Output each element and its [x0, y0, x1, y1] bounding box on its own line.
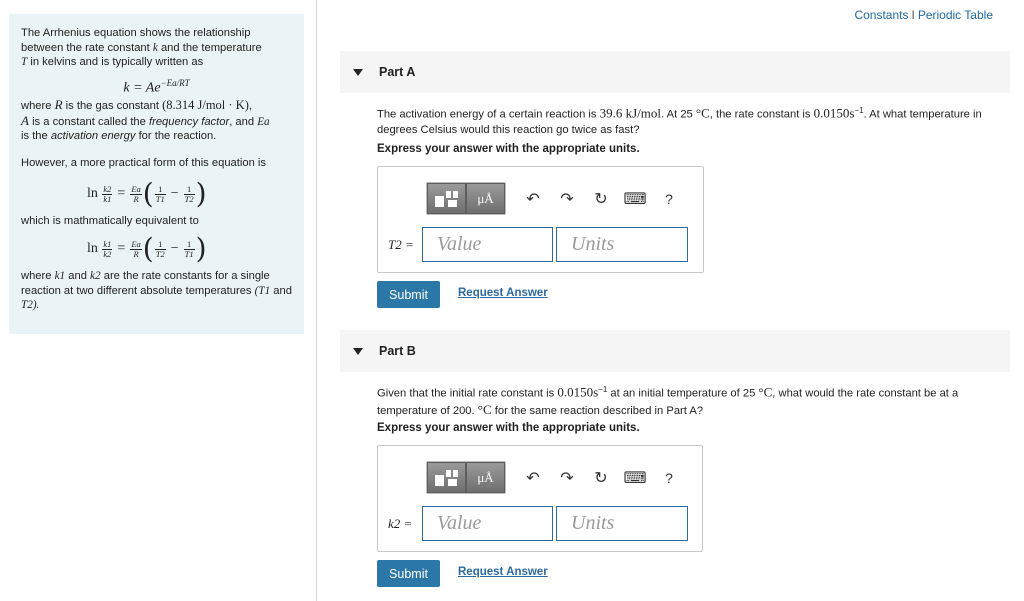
practical-equation: ln $\frac{k2}{k1}$ = $\frac{Ea}{R}$ ( $\frac{1}{T1}$ − $\frac{1}{T2}$ ) [87, 177, 207, 211]
part-b-submit-button[interactable]: Submit [377, 560, 440, 587]
part-a-title: Part A [379, 65, 416, 79]
part-b-value-input[interactable] [422, 506, 553, 541]
however-text: However, a more practical form of this equation is [21, 156, 266, 169]
periodic-table-link[interactable]: Periodic Table [917, 8, 993, 22]
part-b-answer-box [377, 445, 703, 552]
undo-icon[interactable]: ↶ [526, 469, 540, 487]
help-icon[interactable]: ? [665, 469, 673, 486]
part-b-variable-label: k2 = [388, 515, 413, 531]
panel-divider [316, 0, 317, 601]
equivalent-equation: ln $\frac{k1}{k2}$ = $\frac{Ea}{R}$ ( $\frac{1}{T2}$ − $\frac{1}{T1}$ ) [87, 231, 207, 265]
templates-group [426, 182, 506, 215]
constants-link[interactable]: Constants [854, 8, 909, 22]
part-b-title: Part B [379, 344, 416, 358]
redo-icon[interactable]: ↷ [560, 190, 574, 208]
part-a-toolbar [426, 182, 686, 215]
units-symbol-button[interactable]: μÅ [466, 462, 505, 493]
part-b-toolbar [426, 461, 686, 494]
where-text-1: where R is the gas constant (8.314 J/mol · K), A is a constant called the frequency factor, and Ea is the activation energy for the reaction. [21, 97, 270, 143]
part-a-submit-button[interactable]: Submit [377, 281, 440, 308]
units-symbol-button[interactable]: μÅ [466, 183, 505, 214]
part-a-units-input[interactable] [556, 227, 688, 262]
templates-button[interactable] [427, 462, 466, 493]
keyboard-icon[interactable]: ⌨ [623, 469, 647, 487]
where-text-2: where k1 and k2 are the rate constants for a single reaction at two different absolute temperatures (T1 and T2). [21, 270, 292, 312]
template-grid-icon [434, 189, 460, 209]
arrhenius-equation: $k = Ae^{-Ea/RT}$ [123, 77, 190, 96]
part-a-question: The activation energy of a certain reaction is 39.6 kJ/mol. At 25 °C, the rate constant is $0.0150s^{-1}$. At what temperature in degrees Celsius would this reaction go twice as fast? [377, 105, 982, 136]
keyboard-icon[interactable]: ⌨ [623, 190, 647, 208]
part-a-answer-box [377, 166, 704, 273]
part-a-answer-row [388, 227, 688, 262]
part-b-units-input[interactable] [556, 506, 688, 541]
collapse-triangle-icon[interactable] [353, 69, 363, 76]
part-a-request-answer-link[interactable]: Request Answer [458, 287, 548, 299]
part-b-header[interactable] [340, 330, 1010, 372]
part-b-answer-row [388, 506, 688, 541]
part-a-variable-label: T2 = [388, 236, 414, 252]
intro-text: The Arrhenius equation shows the relationship between the rate constant k and the temperature T in kelvins and is typically written as [21, 27, 262, 69]
part-b-question: Given that the initial rate constant is $0.0150s^{-1}$ at an initial temperature of 25 °C, what would the rate constant be at a temperature of 200. °C for the same reaction described in Part A? [377, 384, 959, 417]
top-links [854, 8, 993, 22]
reset-icon[interactable]: ↻ [594, 469, 608, 487]
template-grid-icon [434, 468, 460, 488]
part-a-express: Express your answer with the appropriate units. [377, 143, 640, 155]
undo-icon[interactable]: ↶ [526, 190, 540, 208]
part-a-header[interactable] [340, 51, 1010, 93]
reset-icon[interactable]: ↻ [594, 190, 608, 208]
part-a-value-input[interactable] [422, 227, 553, 262]
part-b-request-answer-link[interactable]: Request Answer [458, 566, 548, 578]
templates-button[interactable] [427, 183, 466, 214]
templates-group [426, 461, 506, 494]
help-icon[interactable]: ? [665, 190, 673, 207]
redo-icon[interactable]: ↷ [560, 469, 574, 487]
part-b-express: Express your answer with the appropriate units. [377, 422, 640, 434]
link-separator: I [911, 8, 915, 22]
equivalent-text: which is mathmatically equivalent to [21, 215, 199, 228]
info-panel [9, 14, 304, 334]
collapse-triangle-icon[interactable] [353, 348, 363, 355]
